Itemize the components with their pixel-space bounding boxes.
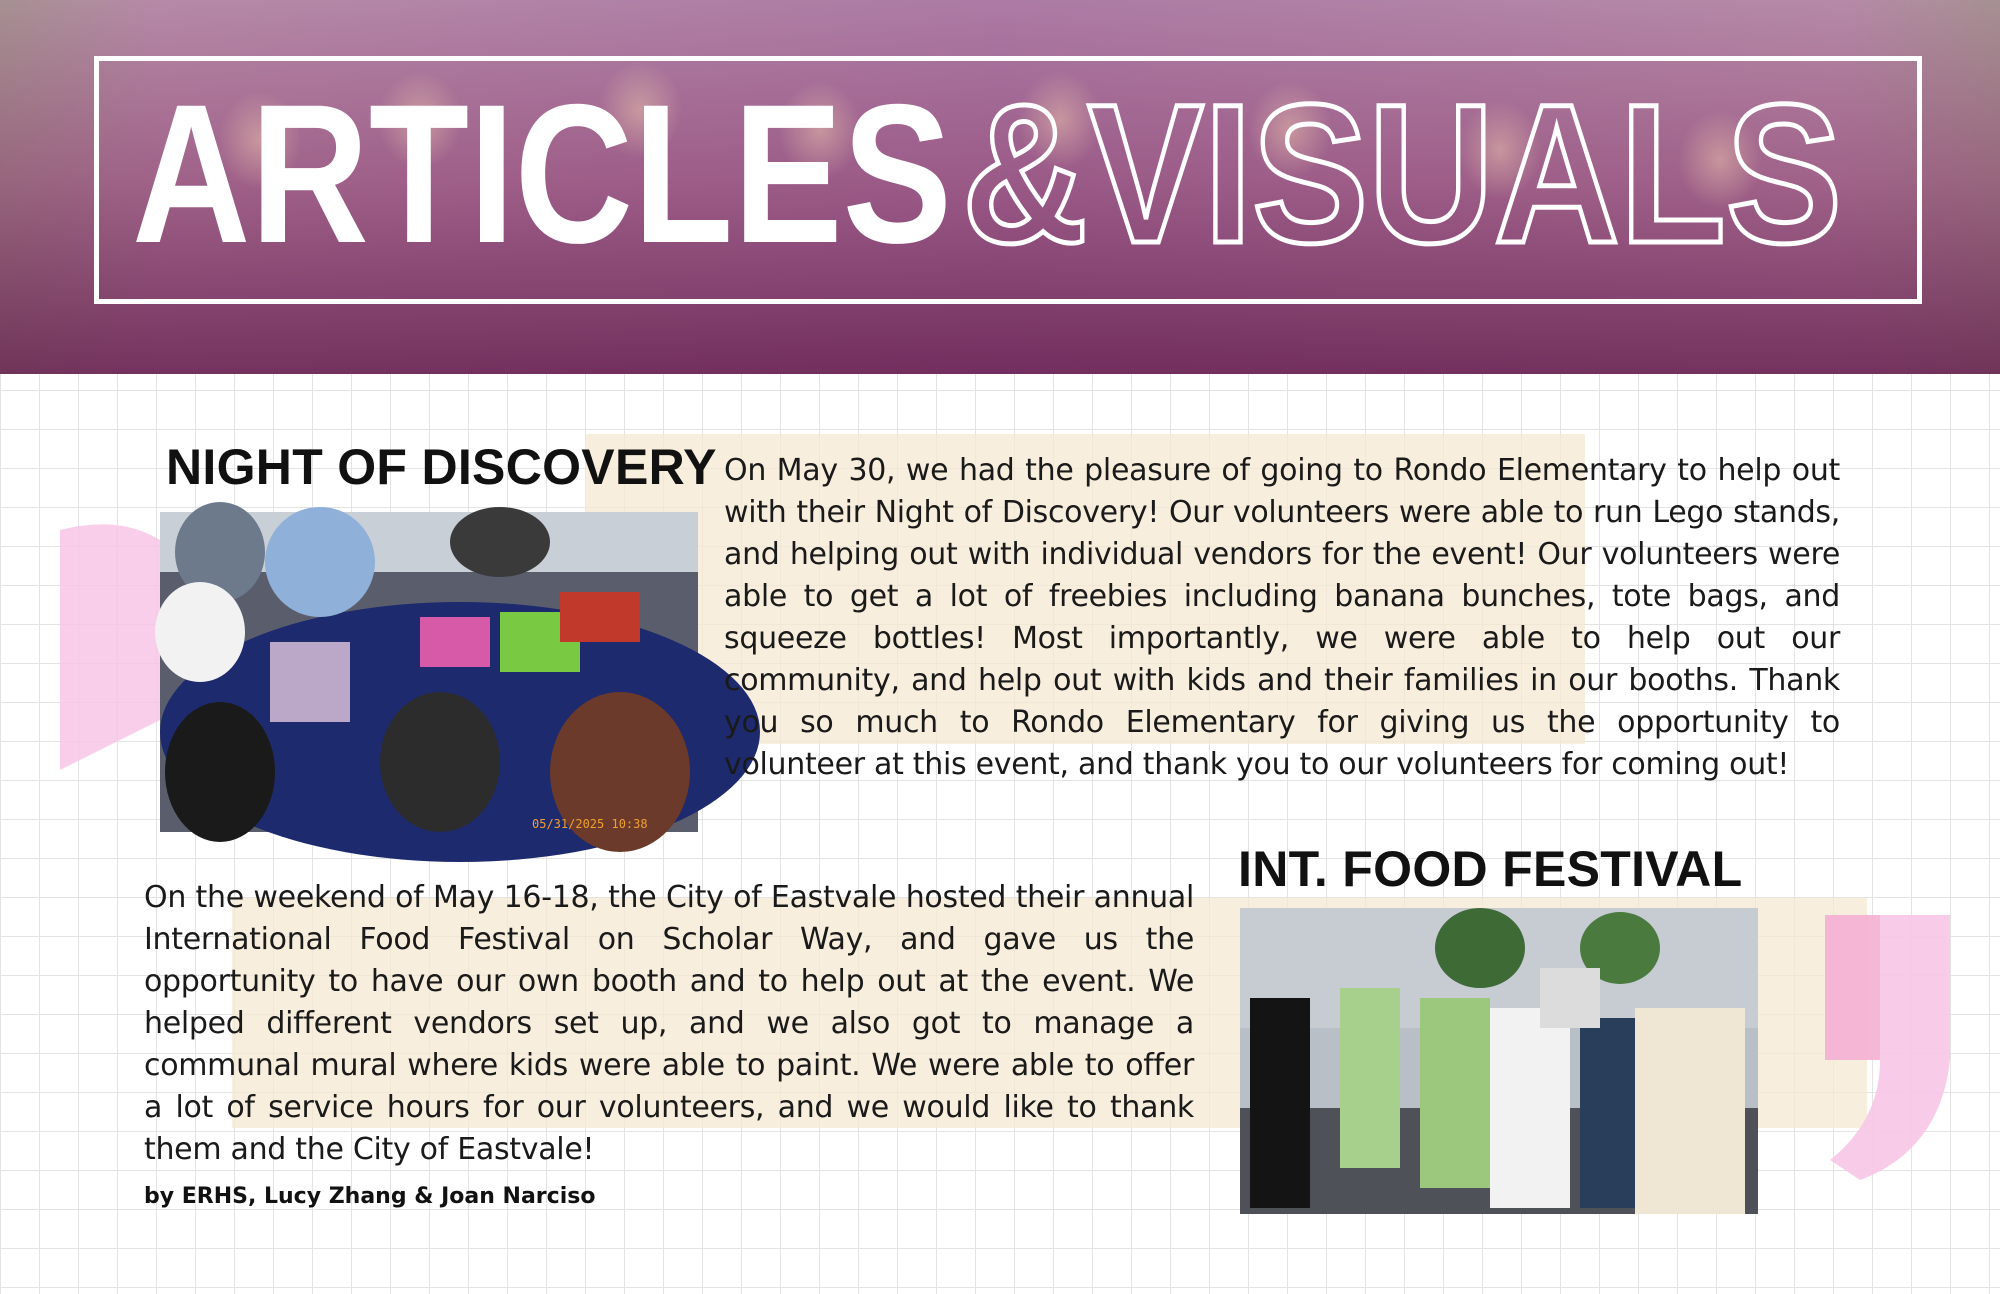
article-body-night-of-discovery: On May 30, we had the pleasure of going to Rondo Elementary to help out with their Night of Discovery! Our volunteers were able to run Lego stands, and helping out with individual vendors for the event! Our volunteers were able to get a lot of freebies including banana bunches, tote bags, and squeeze bottles! Most importantly, we were able to help out our community, and help out with kids and their families in our booths. Thank you so much to Rondo Elementary for giving us the opportunity to volunteer at this event, and thank you to our volunteers for coming out!	[724, 453, 1840, 782]
article-heading-food-festival: INT. FOOD FESTIVAL	[1238, 841, 1743, 897]
night-of-discovery-photo	[160, 512, 698, 832]
header-banner	[0, 0, 2000, 374]
article-heading-night-of-discovery: NIGHT OF DISCOVERY	[166, 439, 717, 495]
banner-title	[132, 62, 1852, 284]
byline: by ERHS, Lucy Zhang & Joan Narciso	[144, 1184, 596, 1209]
article-body-food-festival: On the weekend of May 16-18, the City of Eastvale hosted their annual International Food Festival on Scholar Way, and gave us the opportunity to have our own booth and to help out at the event. We helped different vendors set up, and we also got to manage a communal mural where kids were able to paint. We were able to offer a lot of service hours for our volunteers, and we would like to thank them and the City of Eastvale!	[144, 880, 1194, 1167]
food-festival-photo	[1240, 908, 1758, 1214]
photo-timestamp: 05/31/2025 10:38	[532, 817, 648, 831]
open-quote-decoration	[50, 520, 170, 780]
banner-title-outline: &VISUALS	[962, 63, 1842, 284]
banner-title-solid: ARTICLES	[132, 63, 952, 284]
close-quote-decoration	[1820, 910, 1950, 1190]
